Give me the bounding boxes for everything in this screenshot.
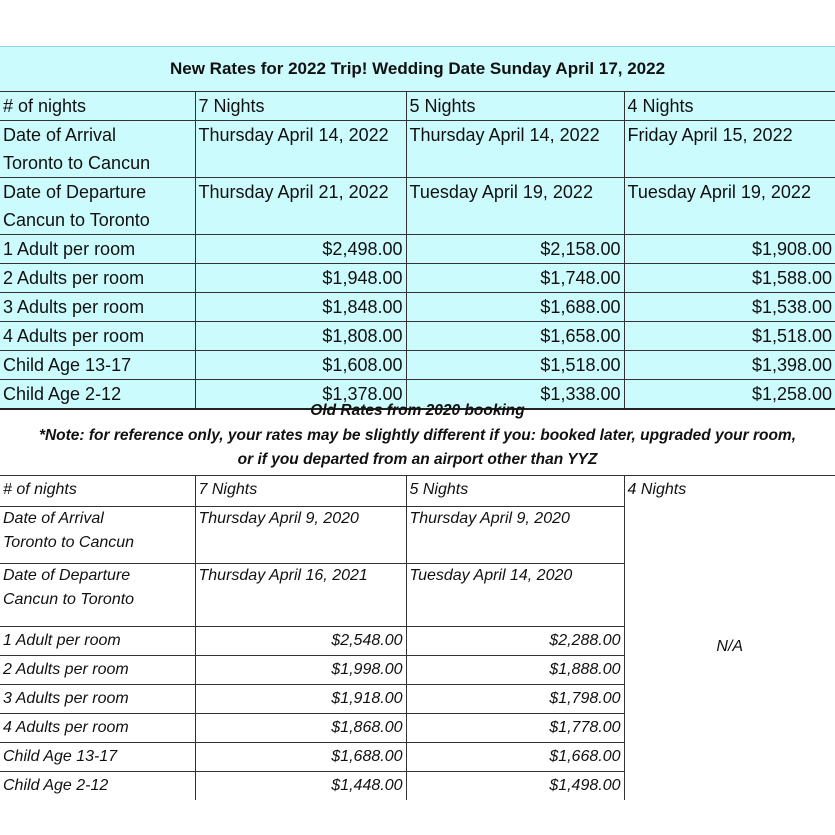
row-label: 3 Adults per room xyxy=(0,685,195,714)
price-cell: $1,848.00 xyxy=(195,293,406,322)
header-cell: # of nights xyxy=(0,476,195,507)
header-cell: 4 Nights xyxy=(624,92,835,121)
price-cell: $1,918.00 xyxy=(195,685,406,714)
price-cell: $1,608.00 xyxy=(195,351,406,380)
old-rates-table xyxy=(0,475,835,800)
header-cell: 5 Nights xyxy=(406,476,624,507)
row-label: 4 Adults per room xyxy=(0,322,195,351)
row-label: Child Age 2-12 xyxy=(3,777,109,794)
header-cell: 7 Nights xyxy=(195,92,406,121)
price-cell: $1,378.00 xyxy=(195,380,406,410)
arrival-label xyxy=(0,507,195,564)
departure-label xyxy=(0,178,195,235)
header-cell: 7 Nights xyxy=(195,476,406,507)
old-rates-note xyxy=(0,424,835,472)
old-rates-title: Old Rates from 2020 booking xyxy=(310,402,525,419)
date-cell: Thursday April 9, 2020 xyxy=(195,507,406,564)
price-cell: $2,548.00 xyxy=(195,627,406,656)
date-cell: Friday April 15, 2022 xyxy=(624,121,835,178)
row-label: Child Age 13-17 xyxy=(0,351,195,380)
price-cell: $1,948.00 xyxy=(195,264,406,293)
date-cell: Thursday April 14, 2022 xyxy=(406,121,624,178)
price-cell: $1,888.00 xyxy=(406,656,624,685)
date-cell: Thursday April 21, 2022 xyxy=(195,178,406,235)
row-label: Child Age 13-17 xyxy=(0,743,195,772)
price-cell: $1,798.00 xyxy=(406,685,624,714)
price-cell: $1,538.00 xyxy=(624,293,835,322)
new-arrival-row xyxy=(0,121,835,178)
note-line: *Note: for reference only, your rates may be slightly different if you: booked later, upgraded your room, xyxy=(38,427,797,444)
new-rates-title: New Rates for 2022 Trip! Wedding Date Sunday April 17, 2022 xyxy=(0,47,835,92)
na-cell xyxy=(624,507,835,801)
new-rates-title-row xyxy=(0,47,835,92)
note-line: or if you departed from an airport other than YYZ xyxy=(237,451,598,468)
price-cell: $1,338.00 xyxy=(406,380,624,410)
price-cell: $1,258.00 xyxy=(624,380,835,410)
row-label: Child Age 2-12 xyxy=(0,380,195,410)
price-cell: $1,518.00 xyxy=(624,322,835,351)
table-row xyxy=(0,351,835,380)
old-header-row xyxy=(0,476,835,507)
na-text: N/A xyxy=(716,637,744,655)
row-label: 2 Adults per room xyxy=(0,656,195,685)
row-label: 3 Adults per room xyxy=(0,293,195,322)
price-cell: $1,498.00 xyxy=(406,772,624,801)
old-arrival-row xyxy=(0,507,835,564)
header-cell: 4 Nights xyxy=(624,476,835,507)
new-rates-table xyxy=(0,46,835,410)
arrival-label xyxy=(0,121,195,178)
price-cell: $1,688.00 xyxy=(195,743,406,772)
price-cell: $1,448.00 xyxy=(195,772,406,801)
table-row xyxy=(0,235,835,264)
row-label: 2 Adults per room xyxy=(0,264,195,293)
price-cell: $1,748.00 xyxy=(406,264,624,293)
date-cell: Thursday April 9, 2020 xyxy=(406,507,624,564)
date-cell: Tuesday April 14, 2020 xyxy=(406,564,624,627)
label-line: Date of Arrival xyxy=(3,125,117,145)
row-label: 4 Adults per room xyxy=(0,714,195,743)
price-cell: $1,908.00 xyxy=(624,235,835,264)
label-line: Toronto to Cancun xyxy=(3,534,135,551)
price-cell: $1,808.00 xyxy=(195,322,406,351)
header-cell: # of nights xyxy=(0,92,195,121)
departure-label xyxy=(0,564,195,627)
price-cell: $1,868.00 xyxy=(195,714,406,743)
price-cell: $1,668.00 xyxy=(406,743,624,772)
new-header-row xyxy=(0,92,835,121)
label-line: Cancun to Toronto xyxy=(3,210,150,230)
date-cell: Tuesday April 19, 2022 xyxy=(406,178,624,235)
table-row xyxy=(0,293,835,322)
label-line: Date of Departure xyxy=(3,567,131,584)
date-cell: Tuesday April 19, 2022 xyxy=(624,178,835,235)
new-departure-row xyxy=(0,178,835,235)
price-cell: $1,998.00 xyxy=(195,656,406,685)
label-line: Date of Departure xyxy=(3,182,147,202)
row-label: 1 Adult per room xyxy=(0,235,195,264)
price-cell: $1,778.00 xyxy=(406,714,624,743)
price-cell: $2,288.00 xyxy=(406,627,624,656)
price-cell: $2,158.00 xyxy=(406,235,624,264)
date-cell: Thursday April 16, 2021 xyxy=(195,564,406,627)
table-row xyxy=(0,264,835,293)
price-cell: $1,398.00 xyxy=(624,351,835,380)
price-cell: $1,518.00 xyxy=(406,351,624,380)
table-row xyxy=(0,322,835,351)
label-line: Date of Arrival xyxy=(3,510,104,527)
label-line: Cancun to Toronto xyxy=(3,591,135,608)
price-cell: $1,588.00 xyxy=(624,264,835,293)
price-cell: $1,658.00 xyxy=(406,322,624,351)
date-cell: Thursday April 14, 2022 xyxy=(195,121,406,178)
row-label: 1 Adult per room xyxy=(0,627,195,656)
price-cell: $1,688.00 xyxy=(406,293,624,322)
price-cell: $2,498.00 xyxy=(195,235,406,264)
header-cell: 5 Nights xyxy=(406,92,624,121)
label-line: Toronto to Cancun xyxy=(3,153,151,173)
